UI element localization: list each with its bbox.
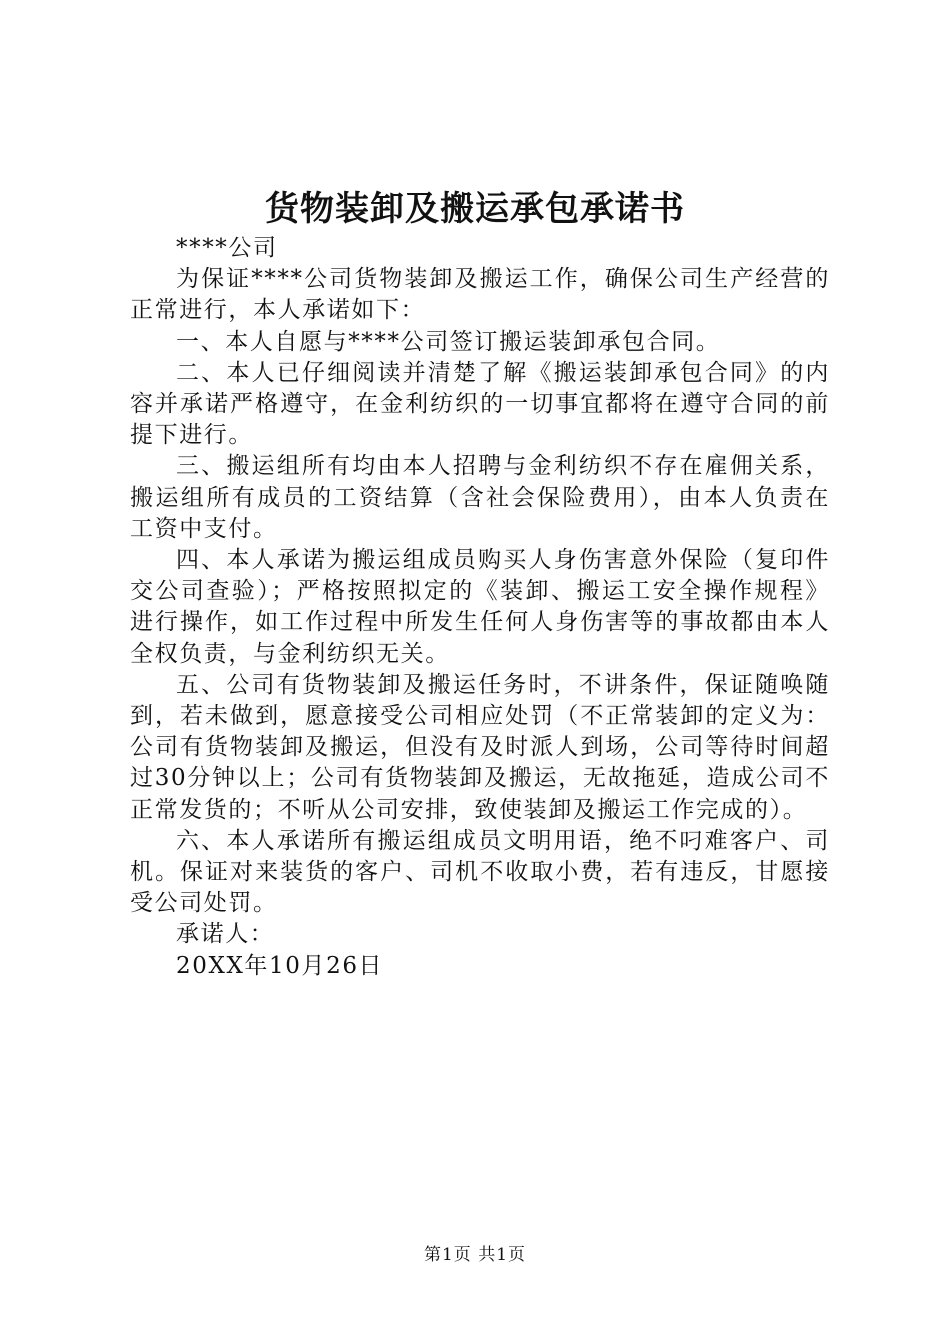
paragraph-5: 五、公司有货物装卸及搬运任务时，不讲条件，保证随唤随到，若未做到，愿意接受公司相应处罚（不正常装卸的定义为：公司有货物装卸及搬运，但没有及时派人到场，公司等待时间超过30分钟以上；公司有货物装卸及搬运，无故拖延，造成公司不正常发货的；不听从公司安排，致使装卸及搬运工作完成的）。	[130, 671, 830, 823]
signature-label: 承诺人：	[176, 921, 275, 948]
document-title: 货物装卸及搬运承包承诺书	[265, 189, 685, 229]
addressee: ****公司	[176, 235, 278, 261]
paragraph-2: 二、本人已仔细阅读并清楚了解《搬运装卸承包合同》的内容并承诺严格遵守，在金利纺织的一切事宜都将在遵守合同的前提下进行。	[130, 359, 830, 449]
paragraph-6: 六、本人承诺所有搬运组成员文明用语，绝不叼难客户、司机。保证对来装货的客户、司机不收取小费，若有违反，甘愿接受公司处罚。	[130, 827, 830, 917]
page-footer: 第1页 共1页	[423, 1245, 527, 1265]
paragraph-4: 四、本人承诺为搬运组成员购买人身伤害意外保险（复印件交公司查验）；严格按照拟定的《装卸、搬运工安全操作规程》进行操作，如工作过程中所发生任何人身伤害等的事故都由本人全权负责，与金利纺织无关。	[130, 547, 830, 667]
signature-date: 20XX年10月26日	[176, 952, 384, 979]
paragraph-intro: 为保证****公司货物装卸及搬运工作，确保公司生产经营的正常进行，本人承诺如下：	[130, 266, 830, 324]
document-body	[130, 233, 830, 982]
paragraph-1: 一、本人自愿与****公司签订搬运装卸承包合同。	[176, 328, 721, 355]
paragraph-3: 三、搬运组所有均由本人招聘与金利纺织不存在雇佣关系，搬运组所有成员的工资结算（含社会保险费用），由本人负责在工资中支付。	[130, 453, 830, 542]
